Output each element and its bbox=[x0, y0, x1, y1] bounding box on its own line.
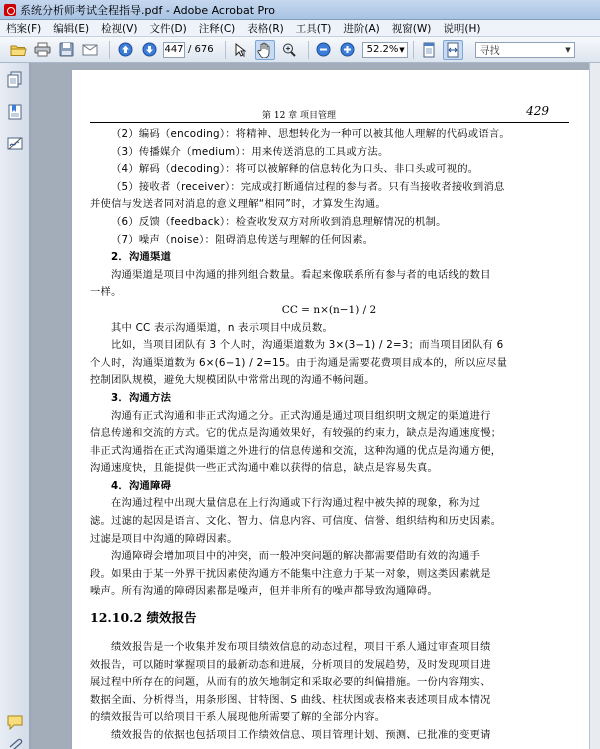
toolbar-separator bbox=[225, 41, 226, 59]
text-line: 一样。 bbox=[90, 286, 122, 299]
zoom-in-icon[interactable] bbox=[338, 40, 358, 60]
window-title: 系统分析师考试全程指导.pdf - Adobe Acrobat Pro bbox=[20, 3, 275, 17]
section-heading: 12.10.2 绩效报告 bbox=[90, 610, 197, 626]
menu-view[interactable]: 检视(V) bbox=[101, 22, 138, 35]
text-line: （3）传播媒介（medium）：用来传送消息的工具或方法。 bbox=[111, 145, 389, 158]
text-line: 展过程中所存在的问题，从而有的放矢地制定和采取必要的纠偏措施。一份内容翔实、 bbox=[90, 676, 491, 689]
search-input[interactable] bbox=[475, 42, 575, 58]
toolbar bbox=[0, 37, 600, 63]
open-folder-icon[interactable] bbox=[8, 40, 28, 60]
navigation-panel bbox=[0, 63, 30, 749]
text-line: 绩效报告的依据也包括项目工作绩效信息、项目管理计划、预测、已批准的变更请 bbox=[111, 729, 491, 741]
text-line: 沟通速度快，且能提供一些正式沟通中难以获得的信息，缺点是容易失真。 bbox=[90, 462, 439, 475]
attachments-paperclip-icon[interactable] bbox=[6, 737, 24, 749]
subsection-heading: 3．沟通方法 bbox=[111, 391, 172, 404]
hand-tool-icon[interactable] bbox=[255, 40, 275, 60]
menu-advanced[interactable]: 进阶(A) bbox=[343, 22, 380, 35]
document-view[interactable] bbox=[31, 63, 600, 749]
save-disk-icon[interactable] bbox=[56, 40, 76, 60]
current-page-input[interactable]: 447 bbox=[163, 42, 185, 58]
text-line: 在沟通过程中出现大量信息在上行沟通或下行沟通过程中被失掉的现象，称为过 bbox=[111, 497, 481, 510]
text-line: 效报告，可以随时掌握项目的最新动态和进展，分析项目的发展趋势，及时发现项目进 bbox=[90, 658, 491, 671]
bookmarks-icon[interactable] bbox=[6, 103, 24, 121]
fit-page-icon[interactable] bbox=[419, 40, 439, 60]
text-line: 比如，当项目团队有 3 个人时，沟通渠道数为 3×(3−1) / 2=3；而当项目团队有 6 bbox=[111, 339, 504, 352]
text-line: 其中 CC 表示沟通渠道，n 表示项目中成员数。 bbox=[111, 321, 334, 334]
menu-comments[interactable]: 注释(C) bbox=[198, 22, 236, 35]
header-rule bbox=[90, 122, 569, 123]
text-line: 信息传递和交流的方式。它的优点是沟通效果好，有较强的约束力，缺点是沟通速度慢； bbox=[90, 427, 502, 440]
menu-document[interactable]: 文件(D) bbox=[149, 22, 187, 35]
chevron-down-icon: ▼ bbox=[565, 45, 571, 54]
toolbar-separator bbox=[413, 41, 414, 59]
email-envelope-icon[interactable] bbox=[80, 40, 100, 60]
text-line: （2）编码（encoding）：将精神、思想转化为一种可以被其他人理解的代码或语言。 bbox=[111, 128, 510, 140]
text-line: 沟通渠道是项目中沟通的排列组合数量。看起来像联系所有参与者的电话线的数目 bbox=[111, 268, 491, 281]
menu-tools[interactable]: 工具(T) bbox=[295, 22, 332, 35]
subsection-heading: 4．沟通障碍 bbox=[111, 479, 172, 492]
text-line: （6）反馈（feedback）：检查收发双方对所收到消息理解情况的机制。 bbox=[111, 215, 447, 228]
menu-file[interactable]: 档案(F) bbox=[6, 22, 42, 35]
text-line: 滤。过滤的起因是语言、文化、智力、信息内容、可信度、信誉、组织结构和历史因素。 bbox=[90, 515, 502, 528]
signatures-icon[interactable] bbox=[6, 135, 24, 153]
toolbar-separator bbox=[308, 41, 309, 59]
text-line: 非正式沟通指在正式沟通渠道之外进行的信息传递和交流，这种沟通的优点是沟通方便， bbox=[90, 444, 502, 457]
text-line: （7）噪声（noise）：阻碍消息传送与理解的任何因素。 bbox=[111, 233, 374, 246]
page-total: / 676 bbox=[188, 44, 214, 55]
menu-window[interactable]: 视窗(W) bbox=[391, 22, 432, 35]
search-placeholder: 寻找 bbox=[479, 46, 500, 57]
text-line: 噪声。所有沟通的障碍因素都是噪声，但并非所有的噪声都导致沟通障碍。 bbox=[90, 585, 439, 598]
text-line: 沟通有正式沟通和非正式沟通之分。正式沟通是通过项目组织明文规定的渠道进行 bbox=[111, 409, 491, 422]
zoom-level-select[interactable] bbox=[362, 42, 408, 58]
zoom-out-icon[interactable] bbox=[314, 40, 334, 60]
text-line: 过滤是项目中沟通的障碍因素。 bbox=[90, 532, 238, 545]
toolbar-separator bbox=[109, 41, 110, 59]
menu-help[interactable]: 说明(H) bbox=[443, 22, 481, 35]
fit-width-icon[interactable] bbox=[443, 40, 463, 60]
text-line: 段。如果由于某一外界干扰因素使沟通方不能集中注意力于某一对象，则这类因素就是 bbox=[90, 567, 491, 580]
previous-page-arrow-icon[interactable] bbox=[115, 40, 135, 60]
text-line: 的绩效报告可以给项目干系人展现他所需要了解的全部分内容。 bbox=[90, 711, 386, 724]
text-line: 沟通障碍会增加项目中的冲突，而一般冲突问题的解决都需要借助有效的沟通手 bbox=[111, 550, 481, 563]
acrobat-app-icon bbox=[4, 4, 16, 16]
chevron-down-icon: ▼ bbox=[399, 45, 405, 54]
vertical-scrollbar[interactable] bbox=[589, 63, 600, 749]
formula-line: CC = n×(n−1) / 2 bbox=[281, 303, 377, 316]
menu-forms[interactable]: 表格(R) bbox=[247, 22, 284, 35]
text-line: （5）接收者（receiver）：完成或打断通信过程的参与者。只有当接收者接收到消息 bbox=[111, 180, 505, 193]
svg-text:I: I bbox=[243, 50, 246, 58]
select-text-cursor-icon[interactable] bbox=[231, 40, 251, 60]
marquee-zoom-icon[interactable] bbox=[279, 40, 299, 60]
pdf-page bbox=[72, 70, 589, 749]
title-bar bbox=[0, 0, 600, 20]
text-line: 并使信与发送者同对消息的意义理解“相同”时，才算发生沟通。 bbox=[90, 198, 386, 211]
menu-edit[interactable]: 编辑(E) bbox=[53, 22, 90, 35]
print-icon[interactable] bbox=[32, 40, 52, 60]
text-line: 数据全面、分析得当，用条形图、甘特图、S 曲线、柱状图或表格来表述项目成本情况 bbox=[90, 693, 491, 706]
page-number: 429 bbox=[526, 104, 549, 118]
page-content bbox=[90, 126, 568, 745]
menu-bar bbox=[0, 20, 600, 37]
text-line: 控制团队规模，避免大规模团队中常常出现的沟通不畅问题。 bbox=[90, 374, 375, 387]
text-line: 绩效报告是一个收集并发布项目绩效信息的动态过程，项目干系人通过审查项目绩 bbox=[111, 641, 491, 654]
comments-icon[interactable] bbox=[6, 713, 24, 731]
subsection-heading: 2．沟通渠道 bbox=[111, 251, 172, 264]
running-head: 第 12 章 项目管理 bbox=[262, 111, 337, 121]
text-line: （4）解码（decoding）：将可以被解释的信息转化为口头、非口头或可视的。 bbox=[111, 163, 479, 176]
zoom-level-value: 52.2% bbox=[366, 44, 399, 55]
text-line: 个人时，沟通渠道数为 6×(6−1) / 2=15。由于沟通是需要花费项目成本的，所以应尽量 bbox=[90, 356, 508, 369]
next-page-arrow-icon[interactable] bbox=[139, 40, 159, 60]
pages-thumbnails-icon[interactable] bbox=[6, 71, 24, 89]
